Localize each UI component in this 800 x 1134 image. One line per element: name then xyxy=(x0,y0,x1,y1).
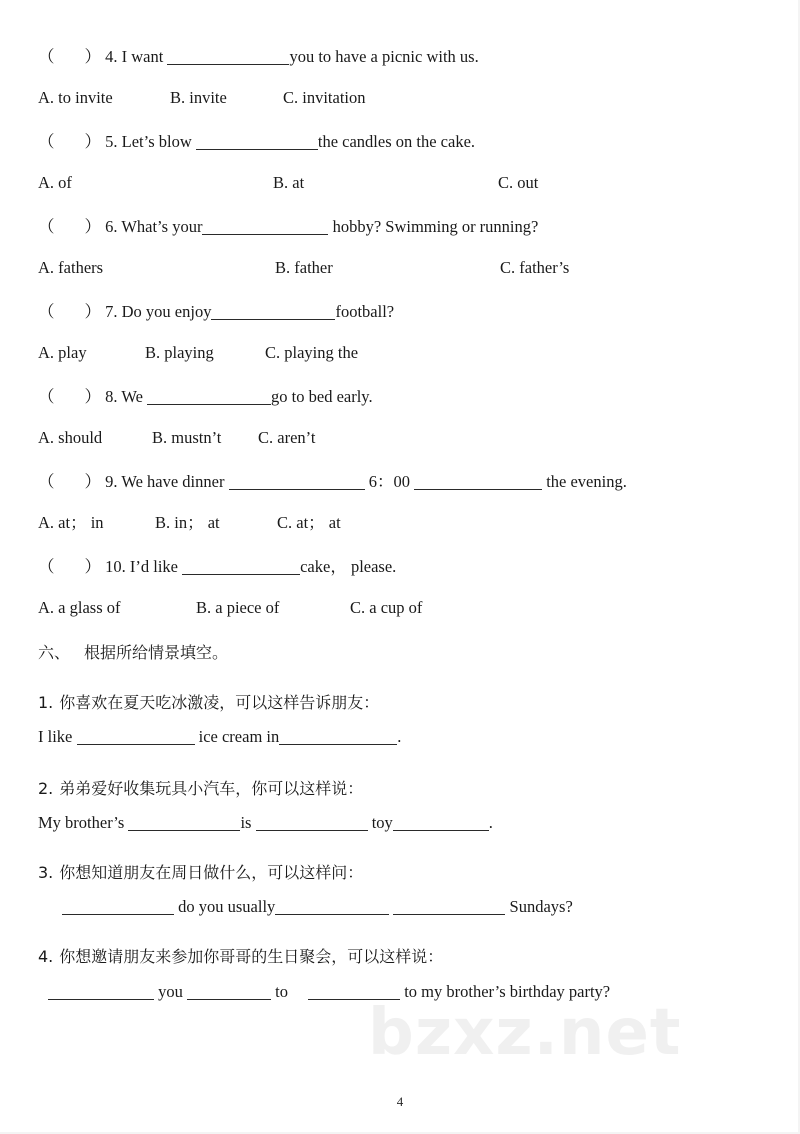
question-6-text-before: What’s your xyxy=(121,217,203,237)
question-10-stem xyxy=(38,558,396,576)
question-6-options xyxy=(0,260,800,280)
question-number-9: 9. xyxy=(105,472,118,492)
question-6-blank[interactable] xyxy=(202,218,328,235)
item-1-prompt-text: 你喜欢在夏天吃冰激凌，可以这样告诉朋友： xyxy=(59,693,380,712)
question-7-stem xyxy=(38,303,394,321)
option-8-b[interactable]: B. mustn’t xyxy=(152,428,222,447)
section-six-item-2-prompt xyxy=(38,776,363,799)
option-7-b[interactable]: B. playing xyxy=(145,343,214,362)
section-six-item-3-answer xyxy=(62,898,573,916)
option-4-a[interactable]: A. to invite xyxy=(38,88,113,107)
item-1-blank-1[interactable] xyxy=(77,728,195,745)
question-4-text-before: I want xyxy=(121,47,164,67)
question-10-text-before: I’d like xyxy=(129,557,178,577)
question-8-blank[interactable] xyxy=(147,388,271,405)
question-number-8: 8. xyxy=(105,387,118,407)
section-six-heading xyxy=(38,640,228,663)
item-2-blank-3[interactable] xyxy=(393,814,489,831)
option-9-c[interactable]: C. at； at xyxy=(277,513,341,532)
item-3-number: 3. xyxy=(38,863,54,882)
question-number-10: 10. xyxy=(105,557,126,577)
question-10-blank[interactable] xyxy=(182,558,300,575)
item-1-part-3: . xyxy=(397,727,402,747)
item-4-prompt-text: 你想邀请朋友来参加你哥哥的生日聚会，可以这样说： xyxy=(59,947,444,966)
item-3-part-2: Sundays? xyxy=(509,897,573,917)
item-2-number: 2. xyxy=(38,779,54,798)
question-6-text-after: hobby? Swimming or running? xyxy=(332,217,539,237)
item-4-part-2: to xyxy=(275,982,288,1002)
question-10-options xyxy=(0,600,800,620)
item-4-blank-1[interactable] xyxy=(48,983,154,1000)
answer-parenthesis-9[interactable]: （ ） xyxy=(38,472,101,492)
question-4-text-after: you to have a picnic with us. xyxy=(289,47,479,67)
item-3-blank-2[interactable] xyxy=(275,898,389,915)
option-6-a[interactable]: A. fathers xyxy=(38,258,104,277)
item-1-blank-2[interactable] xyxy=(279,728,397,745)
question-number-5: 5. xyxy=(105,132,118,152)
question-7-options xyxy=(0,345,800,365)
answer-parenthesis-5[interactable]: （ ） xyxy=(38,132,101,152)
question-10-text-after: cake， please. xyxy=(300,557,397,577)
answer-parenthesis-8[interactable]: （ ） xyxy=(38,387,101,407)
section-six-item-4-prompt xyxy=(38,944,443,967)
section-six-item-2-answer xyxy=(38,814,493,832)
question-7-text-before: Do you enjoy xyxy=(121,302,212,322)
question-9-text-middle: 6：00 xyxy=(368,472,410,492)
site-watermark: bzxz.net xyxy=(368,996,682,1070)
question-9-blank-2[interactable] xyxy=(414,473,542,490)
section-six-item-1-prompt xyxy=(38,690,379,713)
option-8-c[interactable]: C. aren’t xyxy=(258,428,316,447)
option-8-a[interactable]: A. should xyxy=(38,428,103,447)
option-7-c[interactable]: C. playing the xyxy=(265,343,359,362)
question-5-stem xyxy=(38,133,475,151)
option-10-c[interactable]: C. a cup of xyxy=(350,598,423,617)
option-10-a[interactable]: A. a glass of xyxy=(38,598,121,617)
option-5-c[interactable]: C. out xyxy=(498,173,539,192)
question-9-blank-1[interactable] xyxy=(229,473,365,490)
question-9-text-before: We have dinner xyxy=(121,472,225,492)
option-5-b[interactable]: B. at xyxy=(273,173,305,192)
question-9-stem xyxy=(38,473,627,491)
item-2-blank-1[interactable] xyxy=(128,814,240,831)
option-9-a[interactable]: A. at； in xyxy=(38,513,104,532)
question-7-text-after: football? xyxy=(335,302,395,322)
question-8-text-after: go to bed early. xyxy=(271,387,373,407)
item-4-part-1: you xyxy=(158,982,183,1002)
option-4-b[interactable]: B. invite xyxy=(170,88,227,107)
question-8-text-before: We xyxy=(121,387,143,407)
question-9-options xyxy=(0,515,800,535)
question-number-7: 7. xyxy=(105,302,118,322)
question-4-stem xyxy=(38,48,479,66)
option-6-b[interactable]: B. father xyxy=(275,258,333,277)
section-six-item-3-prompt xyxy=(38,860,363,883)
answer-parenthesis-4[interactable]: （ ） xyxy=(38,47,101,67)
option-9-b[interactable]: B. in； at xyxy=(155,513,220,532)
question-5-blank[interactable] xyxy=(196,133,318,150)
option-4-c[interactable]: C. invitation xyxy=(283,88,366,107)
question-5-text-after: the candles on the cake. xyxy=(317,132,476,152)
question-5-options xyxy=(0,175,800,195)
question-number-6: 6. xyxy=(105,217,118,237)
item-2-part-3: toy xyxy=(371,813,393,833)
option-5-a[interactable]: A. of xyxy=(38,173,72,192)
question-7-blank[interactable] xyxy=(211,303,335,320)
section-six-item-1-answer xyxy=(38,728,401,746)
item-4-blank-2[interactable] xyxy=(187,983,271,1000)
option-7-a[interactable]: A. play xyxy=(38,343,87,362)
item-3-prompt-text: 你想知道朋友在周日做什么，可以这样问： xyxy=(59,863,364,882)
question-6-stem xyxy=(38,218,538,236)
item-2-prompt-text: 弟弟爱好收集玩具小汽车，你可以这样说： xyxy=(59,779,364,798)
question-8-stem xyxy=(38,388,373,406)
question-8-options xyxy=(0,430,800,450)
item-4-part-3: to my brother’s birthday party? xyxy=(404,982,611,1002)
option-6-c[interactable]: C. father’s xyxy=(500,258,570,277)
question-number-4: 4. xyxy=(105,47,118,67)
question-9-text-after: the evening. xyxy=(546,472,627,492)
answer-parenthesis-10[interactable]: （ ） xyxy=(38,557,101,577)
page-number: 4 xyxy=(396,1094,404,1109)
item-3-blank-1[interactable] xyxy=(62,898,174,915)
item-2-part-1: My brother’s xyxy=(38,813,125,833)
item-3-blank-3[interactable] xyxy=(393,898,505,915)
answer-parenthesis-6[interactable]: （ ） xyxy=(38,217,101,237)
item-1-part-1: I like xyxy=(38,727,73,747)
section-six-title: 根据所给情景填空。 xyxy=(84,643,229,662)
question-4-blank[interactable] xyxy=(167,48,289,65)
answer-parenthesis-7[interactable]: （ ） xyxy=(38,302,101,322)
question-5-text-before: Let’s blow xyxy=(121,132,192,152)
section-six-number: 六、 xyxy=(38,643,71,662)
item-2-part-2: is xyxy=(240,813,252,833)
question-4-options xyxy=(0,90,800,110)
item-1-part-2: ice cream in xyxy=(198,727,280,747)
item-4-number: 4. xyxy=(38,947,54,966)
item-3-part-1: do you usually xyxy=(178,897,276,917)
item-1-number: 1. xyxy=(38,693,54,712)
item-2-part-4: . xyxy=(488,813,493,833)
option-10-b[interactable]: B. a piece of xyxy=(196,598,280,617)
item-2-blank-2[interactable] xyxy=(256,814,368,831)
